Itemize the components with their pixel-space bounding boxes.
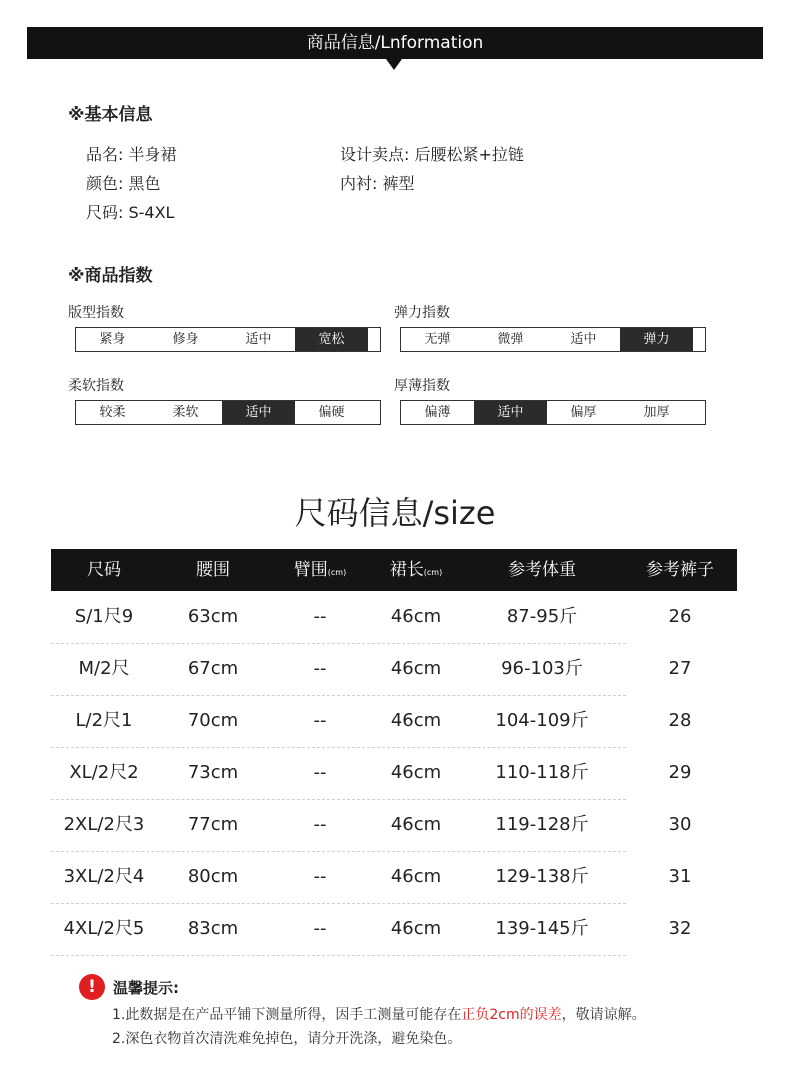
table-row [51, 747, 737, 799]
table-row [51, 799, 737, 851]
warning-icon: ! [79, 974, 105, 1000]
scale-cell: 偏薄 [424, 405, 451, 420]
header-pants [623, 549, 737, 591]
tips-title: 温馨提示: [113, 979, 179, 997]
scale-cell: 偏硬 [318, 405, 345, 420]
table-cell: 80cm [187, 866, 239, 887]
table-cell: 67cm [187, 658, 239, 679]
table-cell: 73cm [187, 762, 239, 783]
table-cell: 46cm [390, 866, 442, 887]
table-cell: 110-118斤 [495, 762, 589, 783]
table-cell: 46cm [390, 918, 442, 939]
tip-line-1 [112, 1004, 646, 1024]
thick-index-label: 厚薄指数 [394, 378, 450, 394]
tip-line-2: 2.深色衣物首次清洗难免掉色，请分开洗涤，避免染色。 [112, 1031, 462, 1047]
scale-cell: 修身 [172, 332, 199, 347]
product-name: 品名: 半身裙 [86, 145, 177, 164]
scale-cell: 适中 [570, 332, 597, 347]
table-cell: 4XL/2尺5 [63, 918, 145, 939]
tip-line-1-text: 1.此数据是在产品平铺下测量所得，因手工测量可能存在 [112, 1007, 462, 1023]
table-cell: 28 [668, 710, 692, 731]
header-arm-text: 臂围 [293, 560, 328, 580]
table-cell: 139-145斤 [495, 918, 589, 939]
banner-title: 商品信息/Lnformation [306, 33, 484, 53]
table-cell: -- [313, 606, 327, 627]
table-cell: -- [313, 866, 327, 887]
header-arm-unit: (cm) [327, 568, 347, 577]
scale-cell: 无弹 [424, 332, 451, 347]
scale-cell: 适中 [245, 332, 272, 347]
indices-heading: ※商品指数 [68, 266, 153, 286]
table-row [51, 643, 737, 695]
table-cell: 129-138斤 [495, 866, 589, 887]
table-row [51, 851, 737, 903]
elastic-index-scale [400, 327, 706, 352]
scale-cell: 较柔 [99, 405, 126, 420]
table-cell: -- [313, 710, 327, 731]
lining: 内衬: 裤型 [340, 174, 415, 193]
table-cell: 26 [668, 606, 692, 627]
header-size [51, 549, 157, 591]
table-row [51, 591, 737, 643]
table-cell: 63cm [187, 606, 239, 627]
soft-index-scale [75, 400, 381, 425]
header-weight-text: 参考体重 [508, 560, 576, 580]
row-divider [51, 955, 626, 956]
table-cell: -- [313, 762, 327, 783]
product-color: 颜色: 黑色 [86, 174, 161, 193]
table-cell: 46cm [390, 710, 442, 731]
header-length [371, 549, 461, 591]
header-weight [461, 549, 623, 591]
banner-arrow-icon [386, 59, 402, 70]
table-cell: -- [313, 814, 327, 835]
table-cell: 46cm [390, 606, 442, 627]
scale-cell: 偏厚 [570, 405, 597, 420]
soft-index-label: 柔软指数 [68, 378, 124, 394]
scale-cell: 适中 [474, 401, 547, 424]
table-cell: 27 [668, 658, 692, 679]
basic-info-heading: ※基本信息 [68, 105, 153, 125]
scale-cell: 加厚 [643, 405, 670, 420]
table-cell: -- [313, 658, 327, 679]
table-cell: 119-128斤 [495, 814, 589, 835]
table-cell: 2XL/2尺3 [63, 814, 145, 835]
size-table-header [51, 549, 737, 591]
section-banner [27, 27, 763, 59]
tip-line-1-highlight: 正负2cm的误差 [461, 1007, 562, 1023]
elastic-index-label: 弹力指数 [394, 305, 450, 321]
table-cell: 3XL/2尺4 [63, 866, 145, 887]
size-section-title: 尺码信息/size [294, 494, 496, 532]
table-cell: 30 [668, 814, 692, 835]
scale-cell: 宽松 [295, 328, 368, 351]
table-cell: 46cm [390, 814, 442, 835]
table-cell: XL/2尺2 [69, 762, 139, 783]
header-pants-text: 参考裤子 [646, 560, 714, 580]
thick-index-scale [400, 400, 706, 425]
table-cell: S/1尺9 [74, 606, 134, 627]
header-size-text: 尺码 [87, 560, 121, 580]
table-cell: 96-103斤 [501, 658, 583, 679]
table-cell: 31 [668, 866, 692, 887]
table-cell: 70cm [187, 710, 239, 731]
table-cell: M/2尺 [78, 658, 130, 679]
table-cell: 87-95斤 [506, 606, 578, 627]
header-arm [269, 549, 371, 591]
table-cell: 104-109斤 [495, 710, 589, 731]
table-cell: 46cm [390, 762, 442, 783]
scale-cell: 紧身 [99, 332, 126, 347]
table-row [51, 695, 737, 747]
fit-index-label: 版型指数 [68, 305, 124, 321]
product-size: 尺码: S-4XL [86, 203, 175, 222]
table-cell: 32 [668, 918, 692, 939]
scale-cell: 弹力 [620, 328, 693, 351]
table-cell: 83cm [187, 918, 239, 939]
design-feature: 设计卖点: 后腰松紧+拉链 [340, 145, 524, 164]
table-cell: 29 [668, 762, 692, 783]
header-waist-text: 腰围 [196, 560, 230, 580]
table-cell: 46cm [390, 658, 442, 679]
tip-line-1-end: ，敬请谅解。 [561, 1007, 646, 1023]
header-waist [157, 549, 269, 591]
scale-cell: 微弹 [497, 332, 524, 347]
scale-cell: 适中 [222, 401, 295, 424]
table-row [51, 903, 737, 955]
scale-cell: 柔软 [172, 405, 199, 420]
fit-index-scale [75, 327, 381, 352]
header-length-unit: (cm) [423, 568, 443, 577]
header-length-text: 裙长 [389, 560, 424, 580]
table-cell: L/2尺1 [75, 710, 133, 731]
table-cell: 77cm [187, 814, 239, 835]
table-cell: -- [313, 918, 327, 939]
